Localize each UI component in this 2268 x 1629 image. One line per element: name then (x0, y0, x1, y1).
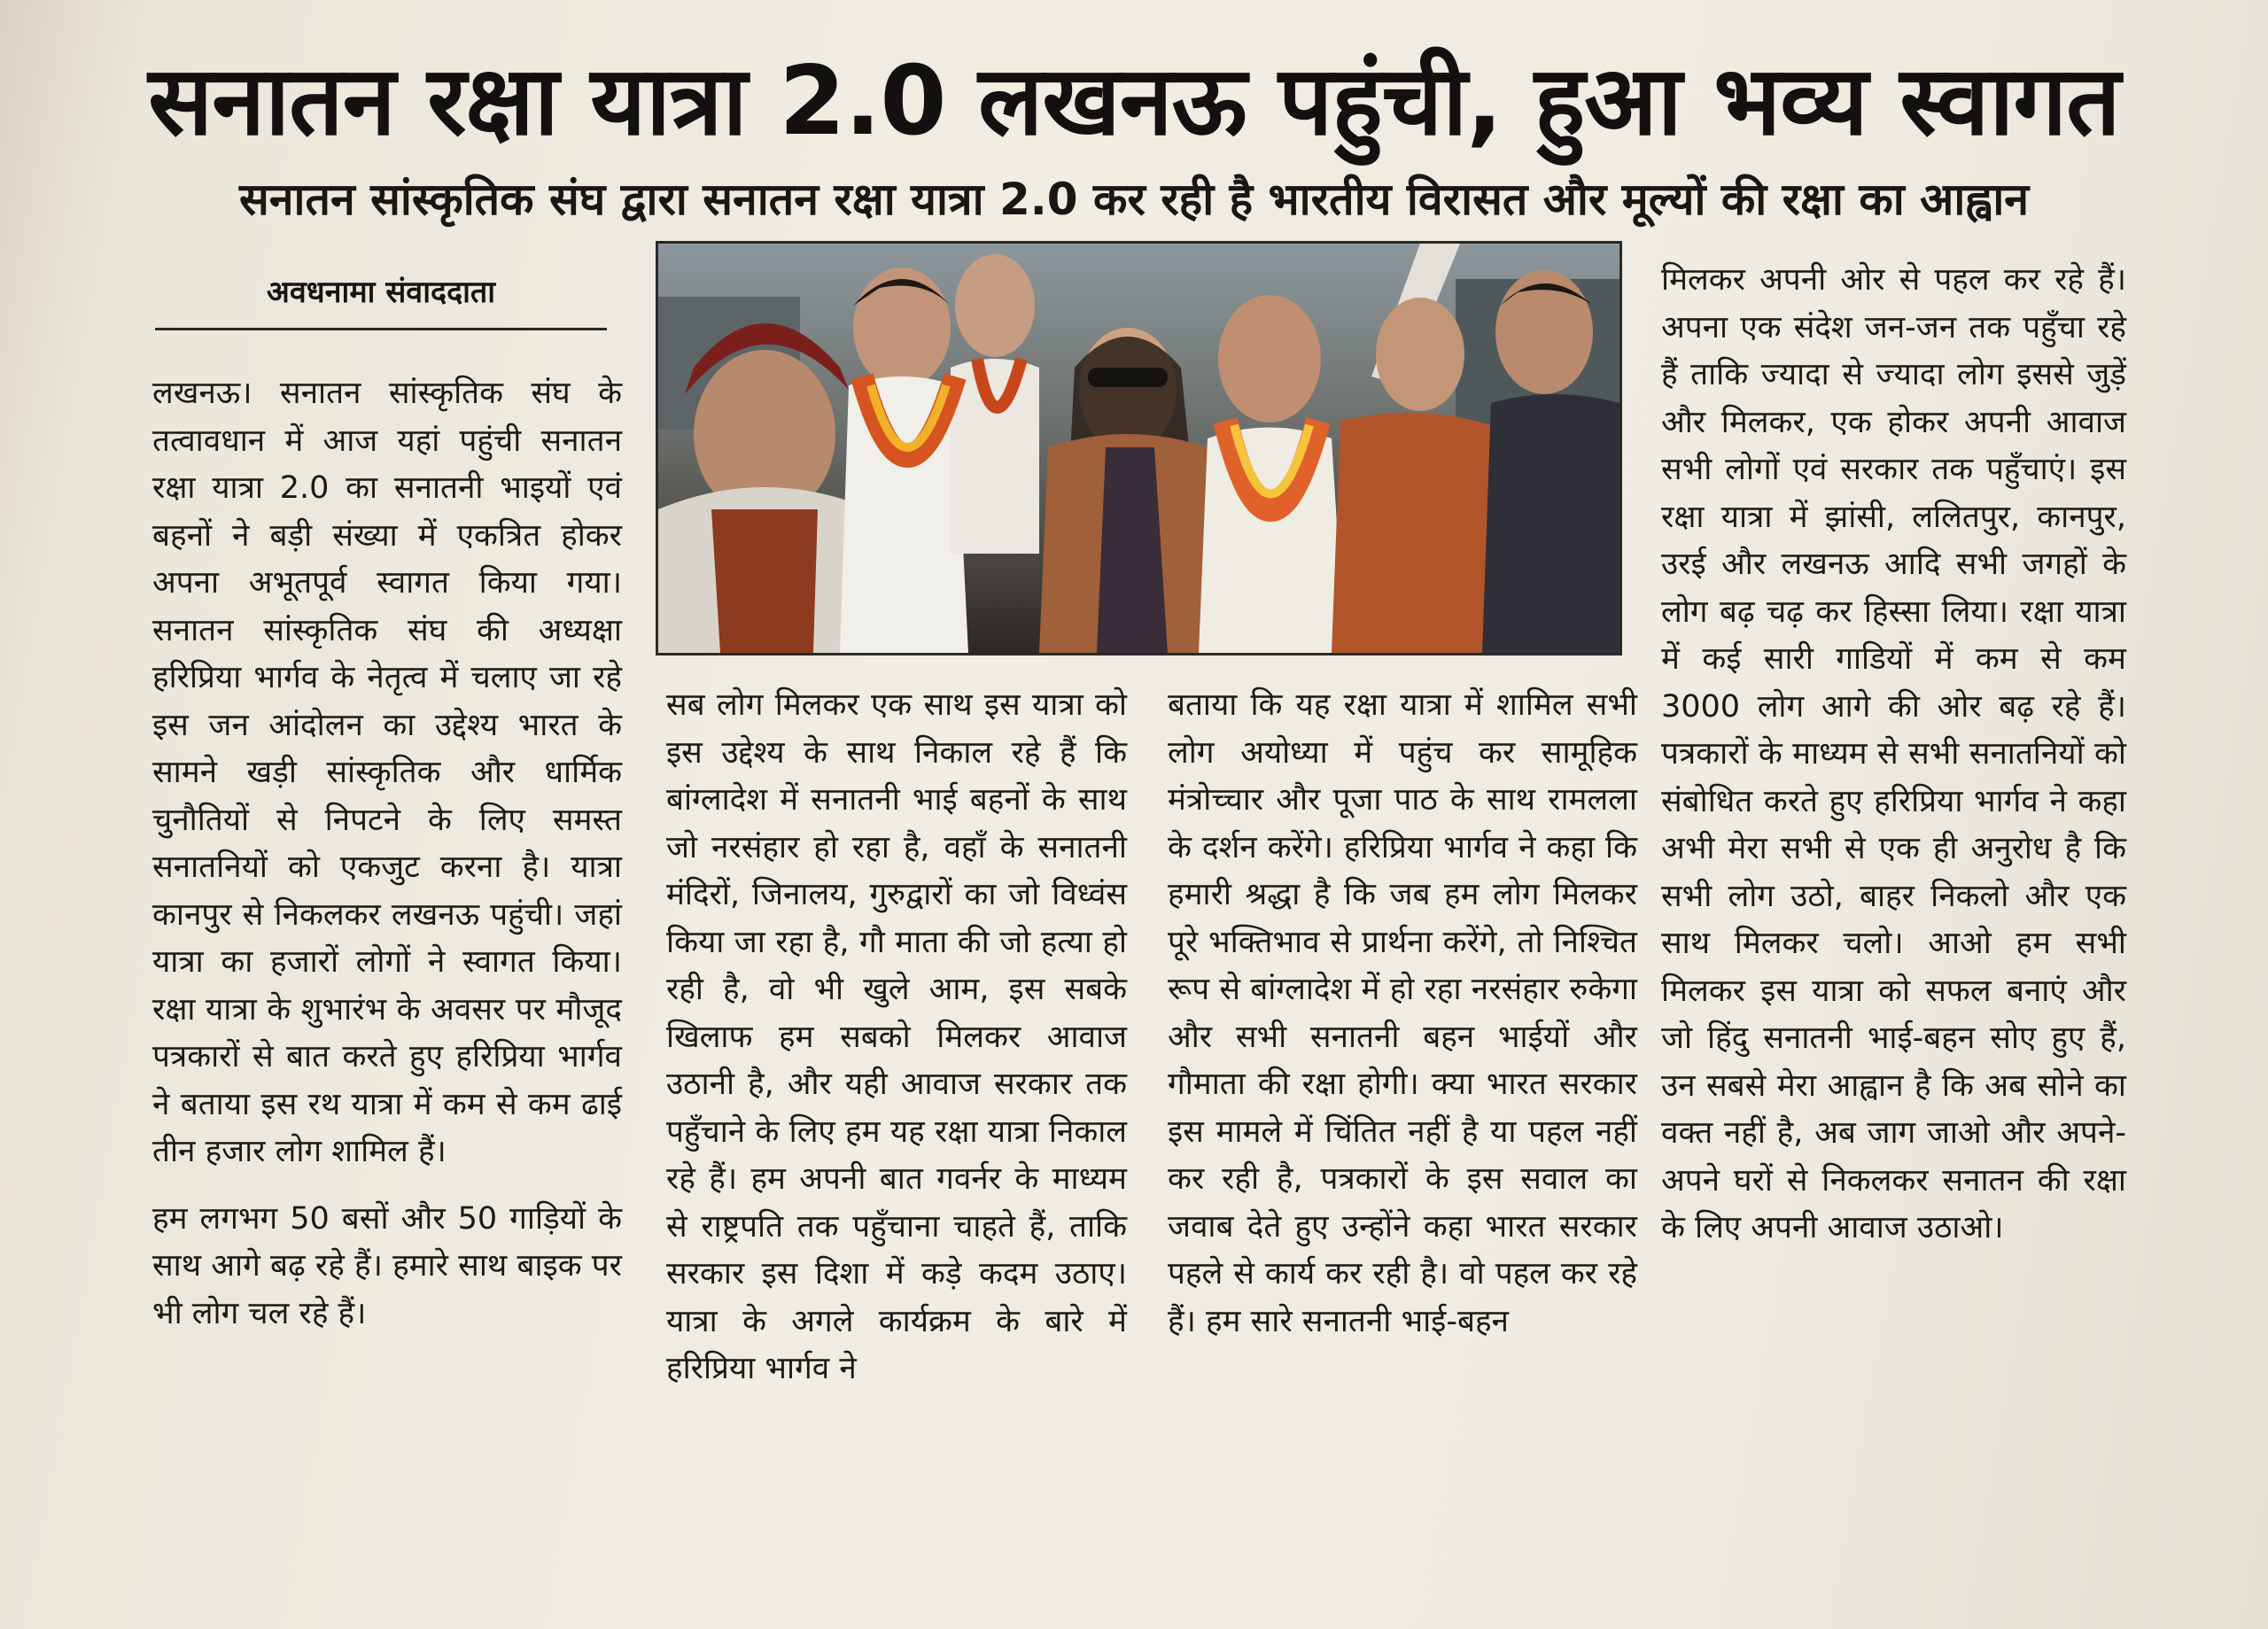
article-column-4 (1661, 257, 2126, 1253)
byline-divider (155, 328, 607, 330)
byline: अवधनामा संवाददाता (266, 275, 496, 310)
article-paragraph: लखनऊ। सनातन सांस्कृतिक संघ के तत्वावधान में आज यहां पहुंची सनातन रक्षा यात्रा 2.0 का सनातनी भाइयों एवं बहनों ने बड़ी संख्या में एकत्रित होकर अपना अभूतपूर्व स्वागत किया गया। सनातन सांस्कृतिक संघ की अध्यक्षा हरिप्रिया भार्गव के नेतृत्व में चलाए जा रहे इस जन आंदोलन का उद्देश्य भारत के सामने खड़ी सांस्कृतिक और धार्मिक चुनौतियों से निपटने के लिए समस्त सनातनियों को एकजुट करना है। यात्रा कानपुर से निकलकर लखनऊ पहुंची। जहां यात्रा का हजारों लोगों ने स्वागत किया। रक्षा यात्रा के शुभारंभ के अवसर पर मौजूद पत्रकारों से बात करते हुए हरिप्रिया भार्गव ने बताया इस रथ यात्रा में कम से कम ढाई तीन हजार लोग शामिल हैं। (152, 376, 622, 1169)
article-column-3 (1168, 682, 1637, 1346)
subheadline: सनातन सांस्कृतिक संघ द्वारा सनातन रक्षा यात्रा 2.0 कर रही है भारतीय विरासत और मूल्यों की रक्षा का आह्वान (238, 174, 2030, 225)
headline: सनातन रक्षा यात्रा 2.0 लखनऊ पहुंची, हुआ भव्य स्वागत (148, 46, 2120, 157)
article-paragraph: बताया कि यह रक्षा यात्रा में शामिल सभी लोग अयोध्या में पहुंच कर सामूहिक मंत्रोच्चार और पूजा पाठ के साथ रामलला के दर्शन करेंगे। हरिप्रिया भार्गव ने कहा कि हमारी श्रद्धा है कि जब हम लोग मिलकर पूरे भक्तिभाव से प्रार्थना करेंगे, तो निश्चित रूप से बांग्लादेश में हो रहा नरसंहार रुकेगा और सभी सनातनी बहन भाईयों और गौमाता की रक्षा होगी। क्या भारत सरकार इस मामले में चिंतित नहीं है या पहल नहीं कर रही है, पत्रकारों के इस सवाल का जवाब देते हुए उन्होंने कहा भारत सरकार पहले से कार्य कर रही है। वो पहल कर रहे हैं। हम सारे सनातनी भाई-बहन (1168, 687, 1637, 1339)
article-paragraph: हम लगभग 50 बसों और 50 गाड़ियों के साथ आगे बढ़ रहे हैं। हमारे साथ बाइक पर भी लोग चल रहे हैं। (152, 1200, 622, 1331)
news-photo (656, 241, 1622, 655)
article-paragraph: मिलकर अपनी ओर से पहल कर रहे हैं। अपना एक संदेश जन-जन तक पहुँचा रहे हैं ताकि ज्यादा से ज्यादा लोग इससे जुड़ें और मिलकर, एक होकर अपनी आवाज सभी लोगों एवं सरकार तक पहुँचाएं। इस रक्षा यात्रा में झांसी, ललितपुर, कानपुर, उरई और लखनऊ आदि सभी जगहों के लोग बढ़ चढ़ कर हिस्सा लिया। रक्षा यात्रा में कई सारी गाडियों में कम से कम 3000 लोग आगे की ओर बढ़ रहे हैं। पत्रकारों के माध्यम से सभी सनातनियों को संबोधित करते हुए हरिप्रिया भार्गव ने कहा अभी मेरा सभी से एक ही अनुरोध है कि सभी लोग उठो, बाहर निकलो और एक साथ मिलकर चलो। आओ हम सभी मिलकर इस यात्रा को सफल बनाएं और जो हिंदु सनातनी भाई-बहन सोए हुए हैं, उन सबसे मेरा आह्वान है कि अब सोने का वक्त नहीं है, अब जाग जाओ और अपने-अपने घरों से निकलकर सनातन की रक्षा के लिए अपनी आवाज उठाओ। (1661, 262, 2126, 1245)
article-paragraph: सब लोग मिलकर एक साथ इस यात्रा को इस उद्देश्य के साथ निकाल रहे हैं कि बांग्लादेश में सनातनी भाई बहनों के साथ जो नरसंहार हो रहा है, वहाँ के सनातनी मंदिरों, जिनालय, गुरुद्वारों का जो विध्वंस किया जा रहा है, गौ माता की जो हत्या हो रही है, वो भी खुले आम, इस सबके खिलाफ हम सबको मिलकर आवाज उठानी है, और यही आवाज सरकार तक पहुँचाने के लिए हम यह रक्षा यात्रा निकाल रहे हैं। हम अपनी बात गवर्नर के माध्यम से राष्ट्रपति तक पहुँचाना चाहते हैं, ताकि सरकार इस दिशा में कड़े कदम उठाए। यात्रा के अगले कार्यक्रम के बारे में हरिप्रिया भार्गव ने (666, 687, 1127, 1386)
news-photo-crowd-with-garlands-icon (658, 244, 1619, 653)
article-column-2 (666, 682, 1127, 1393)
article-column-1 (152, 370, 622, 1338)
